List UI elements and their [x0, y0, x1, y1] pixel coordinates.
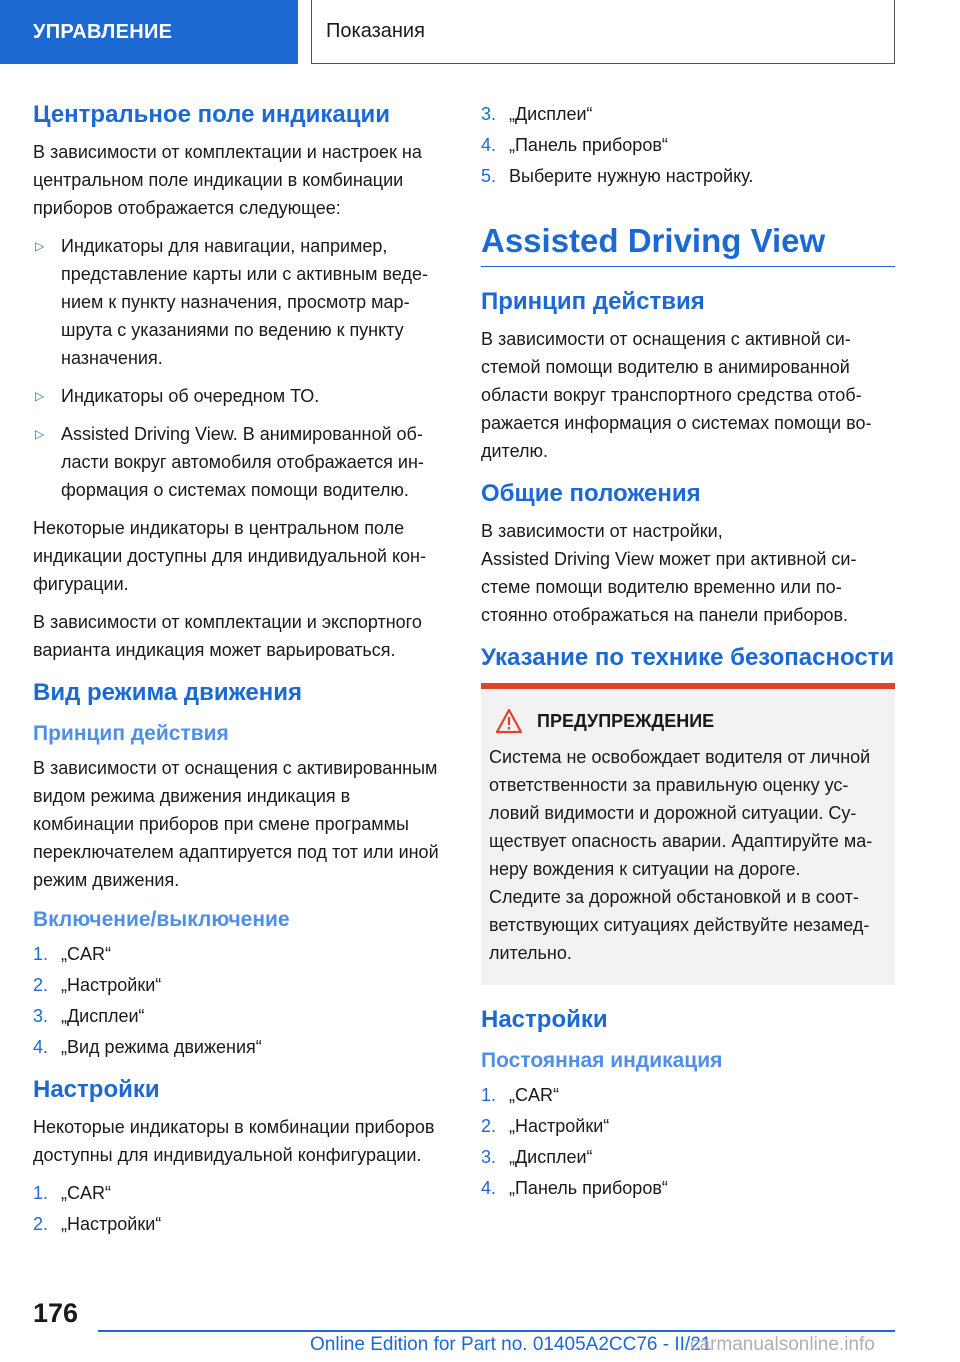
warning-title: ПРЕДУПРЕЖДЕНИЕ: [489, 707, 885, 735]
drive-mode-heading: Вид режима движения: [33, 679, 302, 706]
adv-principle-heading: Принцип действия: [481, 288, 705, 315]
step-item: 4. „Вид режима движения“: [33, 1037, 262, 1057]
onoff-heading: Включение/выключение: [33, 908, 290, 931]
general-heading: Общие положения: [481, 480, 701, 507]
step-item: 3. „Дисплеи“: [481, 1147, 593, 1167]
drive-mode-principle-text: В зависимости от оснащения с активированным видом режима движения индикация в комбинации приборов при смене программы переключателем адаптируется под тот или иной режим движения.: [33, 758, 439, 890]
page-number: 176: [33, 1298, 79, 1328]
onoff-steps: [33, 940, 447, 1061]
step-item: 4. „Панель приборов“: [481, 135, 668, 155]
warning-triangle-icon: [495, 708, 523, 734]
warning-text: Следите за дорожной обстановкой и в соответствующих ситуациях действуйте незамедлительно.: [489, 887, 870, 963]
triangle-bullet-icon: ▷: [35, 389, 45, 403]
bullet-item: ▷ Индикаторы об очередном ТО.: [33, 382, 447, 410]
constant-display-steps: [481, 1081, 895, 1202]
general-text: В зависимости от настройки, Assisted Driving View может при активной системе помощи водителю временно или постоянно отображаться на панели приборов.: [481, 521, 857, 625]
variant-note: В зависимости от комплектации и экспортного варианта индикация может варьироваться.: [33, 612, 422, 660]
chapter-title: Показания: [311, 0, 895, 64]
section-tab: УПРАВЛЕНИЕ: [0, 0, 298, 64]
step-item: 2. „Настройки“: [33, 975, 162, 995]
safety-heading: Указание по технике безопасности: [481, 644, 895, 671]
adv-principle-text: В зависимости от оснащения с активной системой помощи водителю в анимированной области вокруг транспортного средства отображается информация о системах помощи водителю.: [481, 329, 872, 461]
drive-mode-principle-heading: Принцип действия: [33, 722, 229, 745]
footer-divider: [98, 1330, 895, 1332]
central-field-intro: В зависимости от комплектации и настроек на центральном поле индикации в комбинации приборов отображается следующее:: [33, 142, 422, 218]
settings-text: Некоторые индикаторы в комбинации приборов доступны для индивидуальной конфигурации.: [33, 1117, 435, 1165]
settings-steps: [33, 1179, 447, 1238]
settings-heading: Настройки: [33, 1076, 160, 1103]
step-item: 2. „Настройки“: [33, 1214, 162, 1234]
central-field-heading: Центральное поле индикации: [33, 101, 390, 128]
configurable-note: Некоторые индикаторы в центральном поле индикации доступны для индивидуальной конфигурации.: [33, 518, 426, 594]
edition-text: Online Edition for Part no. 01405A2CC76 - II/21: [310, 1334, 712, 1355]
step-item: 2. „Настройки“: [481, 1116, 610, 1136]
step-item: 1. „CAR“: [33, 944, 111, 964]
central-field-bullets: [33, 232, 447, 504]
step-item: 3. „Дисплеи“: [481, 104, 593, 124]
constant-display-heading: Постоянная индикация: [481, 1049, 723, 1072]
triangle-bullet-icon: ▷: [35, 427, 45, 441]
step-item: 1. „CAR“: [33, 1183, 111, 1203]
bullet-item: ▷ Индикаторы для навигации, например, представление карты или с активным ведением к пункту назначения, просмотр маршрута с указаниями по ведению к пункту назначения.: [33, 232, 447, 372]
step-item: 5. Выберите нужную настройку.: [481, 166, 754, 186]
adv-settings-heading: Настройки: [481, 1006, 608, 1033]
step-item: 4. „Панель приборов“: [481, 1178, 668, 1198]
warning-box: [481, 683, 895, 985]
bullet-item: ▷ Assisted Driving View. В анимированной области вокруг автомобиля отображается информация о системах помощи водителю.: [33, 420, 447, 504]
triangle-bullet-icon: ▷: [35, 239, 45, 253]
assisted-driving-view-heading: Assisted Driving View: [481, 220, 895, 267]
right-column: [481, 100, 895, 1212]
page-header: [0, 0, 960, 66]
step-item: 3. „Дисплеи“: [33, 1006, 145, 1026]
warning-text: Система не освобождает водителя от личной ответственности за правильную оценку условий видимости и дорожной ситуации. Существует опасность аварии. Адаптируйте манеру вождения к ситуации на дороге.: [489, 747, 873, 879]
step-item: 1. „CAR“: [481, 1085, 559, 1105]
watermark: carmanualsonline.info: [690, 1334, 875, 1355]
left-column: [33, 100, 447, 1248]
continued-steps: [481, 100, 895, 190]
